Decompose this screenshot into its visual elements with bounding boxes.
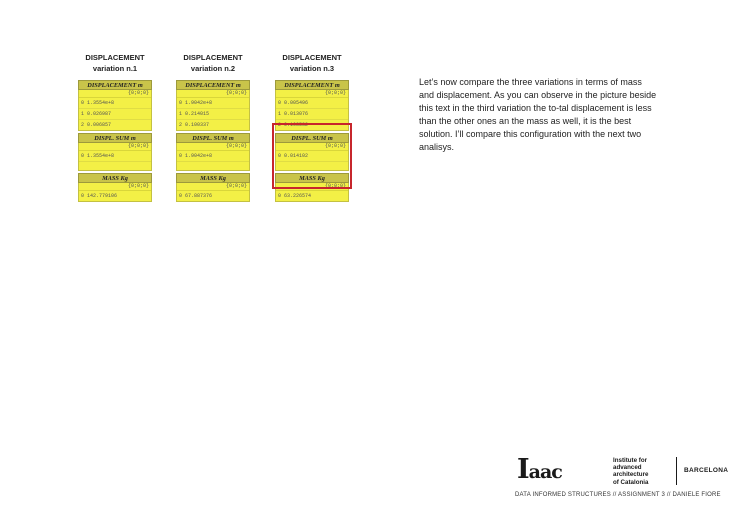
panel-header: DISPLACEMENT m — [275, 80, 349, 90]
panel-body — [78, 183, 152, 202]
list-item: 0 1.3554e+8 — [79, 98, 151, 109]
panel-header: DISPLACEMENT m — [78, 80, 152, 90]
mass-panel[interactable] — [176, 173, 250, 202]
panel-header: MASS Kg — [176, 173, 250, 183]
displacement-panel[interactable] — [275, 80, 349, 131]
panel-header: DISPL. SUM m — [176, 133, 250, 143]
panel-body — [275, 90, 349, 131]
page-footer: DATA INFORMED STRUCTURES // ASSIGNMENT 3 // DANIELE FIORE — [515, 492, 721, 498]
variation-column-2 — [176, 52, 250, 202]
data-path: {0;0;0} — [177, 183, 249, 191]
variation-column-3 — [275, 52, 349, 202]
panel-header: DISPL. SUM m — [275, 133, 349, 143]
list-item: 0 1.9042e+8 — [177, 151, 249, 162]
list-item: 0 0.005496 — [276, 98, 348, 109]
panel-body — [78, 143, 152, 171]
column-title — [275, 52, 349, 74]
mass-panel[interactable] — [275, 173, 349, 202]
list-item: 1 0.026987 — [79, 109, 151, 120]
panel-header: MASS Kg — [275, 173, 349, 183]
mass-panel[interactable] — [78, 173, 152, 202]
panel-body — [176, 143, 250, 171]
data-path: {0;0;0} — [276, 183, 348, 191]
data-path: {0;0;0} — [79, 143, 151, 151]
displacement-panel[interactable] — [78, 80, 152, 131]
panel-header: MASS Kg — [78, 173, 152, 183]
logo-mark: Iaac — [517, 454, 562, 485]
column-title-line2: variation n.3 — [289, 64, 335, 73]
data-path: {0;0;0} — [276, 143, 348, 151]
list-item: 0 63.226574 — [278, 193, 312, 199]
list-item: 1 0.013076 — [276, 109, 348, 120]
logo-divider — [676, 457, 677, 485]
list-item: 2 0.006857 — [81, 122, 112, 128]
column-title-line2: variation n.2 — [190, 64, 236, 73]
column-title — [78, 52, 152, 74]
list-item: 0 1.9042e+8 — [177, 98, 249, 109]
list-item: 0 67.887376 — [179, 193, 213, 199]
list-item: 2 0.108532 — [278, 122, 309, 128]
list-item: 0 1.3554e+8 — [79, 151, 151, 162]
data-path: {0;0;0} — [79, 183, 151, 191]
column-title-line1: DISPLACEMENT — [282, 53, 342, 62]
column-title-line1: DISPLACEMENT — [85, 53, 145, 62]
column-title-line2: variation n.1 — [92, 64, 138, 73]
panel-header: DISPLACEMENT m — [176, 80, 250, 90]
list-item-empty — [276, 162, 348, 170]
panel-body — [275, 143, 349, 171]
data-path: {0;0;0} — [177, 143, 249, 151]
list-item-empty — [79, 162, 151, 170]
displ-sum-panel[interactable] — [78, 133, 152, 171]
variation-column-1 — [78, 52, 152, 202]
list-item: 2 0.100337 — [179, 122, 210, 128]
data-path: {0;0;0} — [79, 90, 151, 98]
panel-header: DISPL. SUM m — [78, 133, 152, 143]
list-item: 0 142.779106 — [81, 193, 118, 199]
displacement-panel[interactable] — [176, 80, 250, 131]
description-text: Let’s now compare the three variations in terms of mass and displacement. As you can observe in the picture beside this text in the third variation the to-tal displacement is less than the other ones an the mass as well, it is the best solution. I’ll compare this configuration with the next two analisys. — [419, 77, 657, 152]
panel-body — [78, 90, 152, 131]
logo-city: BARCELONA — [684, 467, 729, 474]
column-title-line1: DISPLACEMENT — [183, 53, 243, 62]
data-path: {0;0;0} — [177, 90, 249, 98]
panel-body — [176, 183, 250, 202]
displ-sum-panel[interactable] — [176, 133, 250, 171]
list-item: 0 0.014102 — [276, 151, 348, 162]
data-path: {0;0;0} — [276, 90, 348, 98]
panel-body — [176, 90, 250, 131]
logo-organization: Institute for advanced architecture of Catalonia — [613, 457, 649, 486]
column-title — [176, 52, 250, 74]
list-item: 1 0.214015 — [177, 109, 249, 120]
list-item-empty — [177, 162, 249, 170]
panel-body — [275, 183, 349, 202]
displ-sum-panel[interactable] — [275, 133, 349, 171]
